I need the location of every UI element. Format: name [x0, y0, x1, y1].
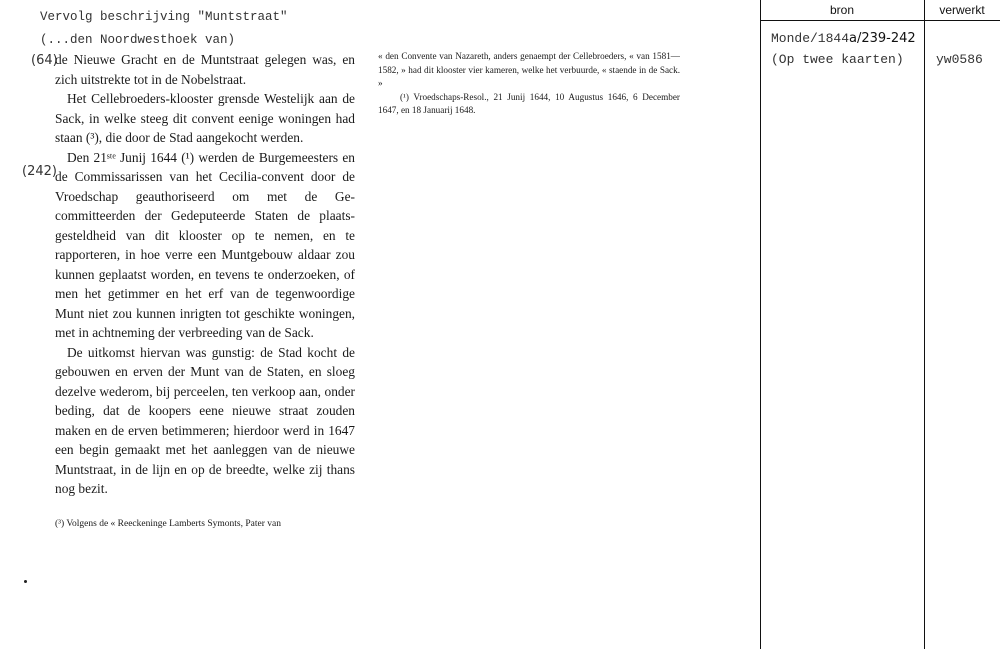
paragraph-4: De uitkomst hiervan was gunstig: de Stad kocht de gebouwen en erven der Munt van de Staten, en sloeg dezelve wederom, bij perceelen, ten verkoop aan, onder beding, dat de koopers eene nieuwe straat zouden maken en de erven betimmeren; hierdoor werd in 1647 een begin gemaakt met het aanleggen van de nieuwe Muntstraat, in de lijn en op de breedte, welke zij thans nog bezit.	[55, 344, 355, 496]
stray-dot	[24, 580, 27, 583]
column-header-verwerkt: verwerkt	[939, 3, 985, 17]
paragraph-2: Het Cellebroeders-klooster grensde Westelijk aan de Sack, in welke steeg dit convent eenige woningen had staan (³), die door de Stad aangekocht werden.	[55, 91, 355, 145]
margin-note-242: (242)	[22, 164, 57, 179]
footnotes-column	[378, 50, 680, 118]
footnote-continued: « den Convente van Nazareth, anders genaempt der Cellebroeders, « van 1581—1582, » had dit klooster vier kameren, welke het verbuurde, « staende in de Sack. »	[378, 51, 680, 89]
header-subtitle: (...den Noordwesthoek van)	[40, 33, 236, 47]
bron-handwritten-ref: a/239-242	[849, 31, 916, 46]
table-left-border	[760, 0, 761, 649]
main-text-column	[55, 50, 355, 499]
paragraph-1: de Nieuwe Gracht en de Muntstraat gelegen was, en zich uitstrekte tot in de Nobelstraat.	[55, 52, 355, 87]
footnote-1: (¹) Vroedschaps-Resol., 21 Junij 1644, 10 Augustus 1646, 6 December 1647, en 18 Januarij 1648.	[378, 91, 680, 116]
bron-entry	[771, 30, 916, 46]
bron-typed-ref: Monde/1844	[771, 31, 850, 46]
paragraph-3: Den 21ˢᵗᵉ Junij 1644 (¹) werden de Burgemeesters en de Commissarissen van het Cecilia-convent door de Vroedschap geauthoriseerd om met de Gecommitteerden der Gedeputeerde Staten de plaatsgesteldheid van dit klooster op te nemen, en te rapporteren, in hoe verre een Muntgebouw aldaar zou kunnen geplaatst worden, en tevens te onderzoeken, of men het getimmer en het erf van de tegenwoordige Munt niet zou kunnen inrigten tot geschikte woningen, met in achtneming der verbreeding van de Sack.	[55, 149, 355, 340]
header-title: Vervolg beschrijving "Muntstraat"	[40, 10, 288, 24]
table-header-rule	[760, 20, 1000, 21]
column-header-bron: bron	[829, 3, 855, 17]
verwerkt-value: yw0586	[936, 52, 983, 67]
margin-note-64: (64)	[31, 53, 58, 68]
table-column-divider	[924, 0, 925, 649]
bron-note: (Op twee kaarten)	[771, 52, 904, 67]
footnote-left: (³) Volgens de « Reeckeninge Lamberts Symonts, Pater van	[55, 519, 281, 529]
